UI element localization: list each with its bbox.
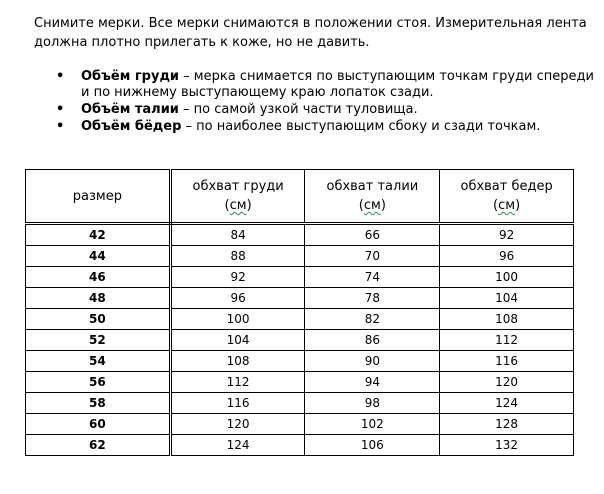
measurement-instructions — [56, 69, 596, 136]
header-waist — [305, 170, 440, 224]
instruction-text-continued: и по нижнему выступающему краю лопаток сзади. — [81, 85, 434, 100]
waist-cell: 78 — [305, 288, 440, 309]
header-label: обхват груди — [192, 179, 284, 194]
header-chest — [170, 170, 305, 224]
table-row — [26, 246, 574, 267]
size-cell: 44 — [26, 246, 171, 267]
header-unit: см — [363, 198, 381, 213]
waist-cell: 90 — [305, 351, 440, 372]
waist-cell: 102 — [305, 414, 440, 435]
waist-cell: 70 — [305, 246, 440, 267]
size-cell: 58 — [26, 393, 171, 414]
chest-cell: 104 — [170, 330, 305, 351]
chest-cell: 88 — [170, 246, 305, 267]
table-row — [26, 267, 574, 288]
size-chart-table — [25, 169, 574, 456]
header-label: обхват бедер — [460, 179, 553, 194]
table-row — [26, 435, 574, 456]
table-row — [26, 224, 574, 246]
bullet-icon: • — [56, 102, 65, 117]
instruction-text: – по самой узкой части туловища. — [178, 102, 418, 117]
chest-cell: 92 — [170, 267, 305, 288]
header-unit-close: ) — [380, 198, 386, 213]
hips-cell: 128 — [440, 414, 574, 435]
waist-cell: 98 — [305, 393, 440, 414]
size-cell: 52 — [26, 330, 171, 351]
instruction-term: Объём бёдер — [81, 119, 182, 134]
size-cell: 56 — [26, 372, 171, 393]
hips-cell: 116 — [440, 351, 574, 372]
chest-cell: 84 — [170, 224, 305, 246]
instruction-chest — [56, 69, 596, 101]
instruction-waist — [56, 102, 596, 118]
instruction-hips — [56, 119, 596, 135]
hips-cell: 120 — [440, 372, 574, 393]
table-row — [26, 288, 574, 309]
header-unit-close: ) — [515, 198, 521, 213]
waist-cell: 82 — [305, 309, 440, 330]
chest-cell: 100 — [170, 309, 305, 330]
hips-cell: 108 — [440, 309, 574, 330]
header-unit-open: ( — [493, 198, 499, 213]
header-label: обхват талии — [326, 179, 419, 194]
table-row — [26, 351, 574, 372]
chest-cell: 120 — [170, 414, 305, 435]
waist-cell: 106 — [305, 435, 440, 456]
chest-cell: 112 — [170, 372, 305, 393]
hips-cell: 124 — [440, 393, 574, 414]
instruction-text: – по наиболее выступающим сбоку и сзади точкам. — [181, 119, 541, 134]
bullet-icon: • — [56, 119, 65, 134]
size-cell: 60 — [26, 414, 171, 435]
header-unit-open: ( — [358, 198, 364, 213]
chest-cell: 108 — [170, 351, 305, 372]
chest-cell: 124 — [170, 435, 305, 456]
header-unit: см — [229, 198, 247, 213]
instruction-text: – мерка снимается по выступающим точкам груди спереди — [179, 69, 594, 84]
hips-cell: 132 — [440, 435, 574, 456]
hips-cell: 112 — [440, 330, 574, 351]
table-row — [26, 330, 574, 351]
hips-cell: 104 — [440, 288, 574, 309]
waist-cell: 66 — [305, 224, 440, 246]
chest-cell: 116 — [170, 393, 305, 414]
size-cell: 62 — [26, 435, 171, 456]
intro-line-1: Снимите мерки. Все мерки снимаются в положении стоя. Измерительная лента — [34, 16, 587, 31]
header-unit-close: ) — [246, 198, 252, 213]
chest-cell: 96 — [170, 288, 305, 309]
size-cell: 54 — [26, 351, 171, 372]
size-cell: 48 — [26, 288, 171, 309]
table-row — [26, 414, 574, 435]
intro-line-2: должна плотно прилегать к коже, но не давить. — [34, 35, 370, 50]
instruction-term: Объём груди — [81, 69, 180, 84]
header-unit-open: ( — [224, 198, 230, 213]
waist-cell: 94 — [305, 372, 440, 393]
table-row — [26, 372, 574, 393]
waist-cell: 86 — [305, 330, 440, 351]
hips-cell: 100 — [440, 267, 574, 288]
table-row — [26, 309, 574, 330]
table-header-row — [26, 170, 574, 224]
header-size — [26, 170, 171, 224]
hips-cell: 92 — [440, 224, 574, 246]
header-label: размер — [72, 188, 122, 204]
size-cell: 46 — [26, 267, 171, 288]
waist-cell: 74 — [305, 267, 440, 288]
header-unit: см — [498, 198, 516, 213]
bullet-icon: • — [56, 69, 65, 84]
table-row — [26, 393, 574, 414]
size-cell: 50 — [26, 309, 171, 330]
intro-text — [34, 14, 594, 52]
hips-cell: 96 — [440, 246, 574, 267]
header-hips — [440, 170, 574, 224]
size-cell: 42 — [26, 224, 171, 246]
instruction-term: Объём талии — [81, 102, 179, 117]
